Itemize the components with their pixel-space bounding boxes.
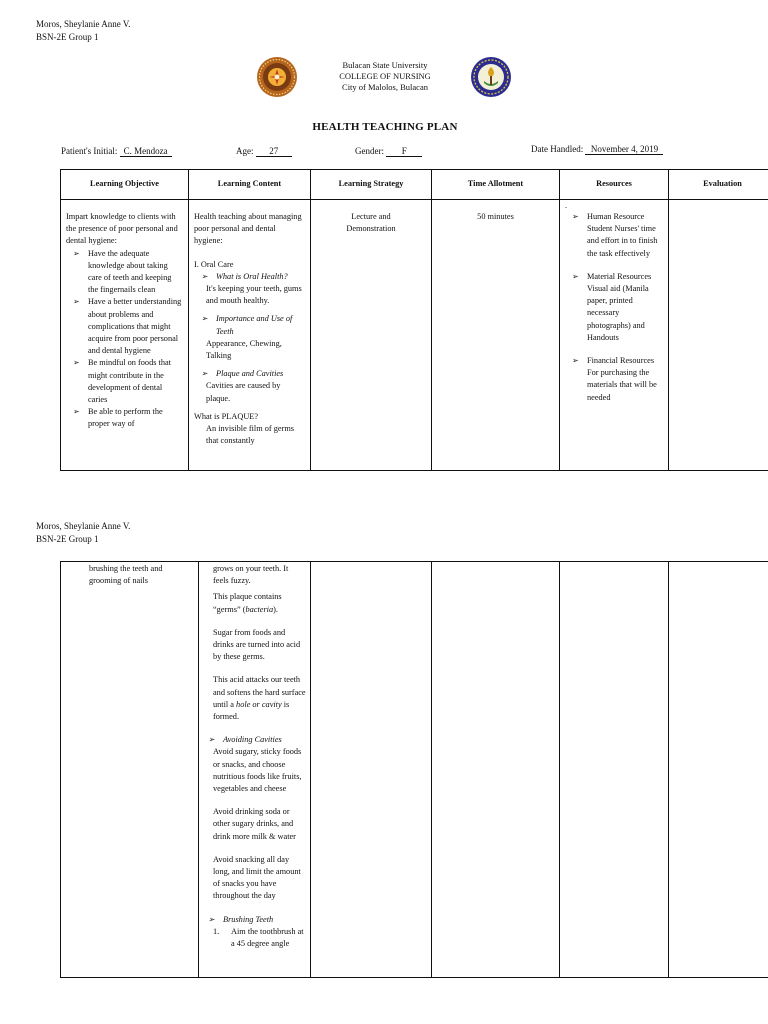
content-text: Avoid sugary, sticky foods or snacks, and choose nutritious foods like fruits, vegetables and cheese [213,747,302,794]
header-evaluation: Evaluation [669,170,768,200]
objective-item: ➢ Be mindful on foods that might contribute in the development of dental caries [66,357,183,406]
acid-text-end: is formed. [213,699,290,722]
section-group: BSN-2E Group 1 [36,32,99,42]
content-text: Avoid drinking soda or other sugary drinks, and drink more milk & water [213,807,296,841]
resource-head: ➢ Material Resources [587,271,652,281]
date-handled-field [531,144,663,155]
bacteria-text: bacteria [245,604,274,614]
strategy-cell-continued [311,562,432,978]
time-text: 50 minutes [477,212,514,221]
gender-field [355,146,422,157]
content-cell [189,200,311,471]
section-group-page2: BSN-2E Group 1 [36,534,99,544]
content-topic: ➢ What is Oral Health? [194,271,305,283]
header-learning-strategy: Learning Strategy [311,170,432,200]
age-value: 27 [256,146,292,157]
objective-continued: brushing the teeth and grooming of nails [89,564,163,586]
strategy-text: Lecture and Demonstration [346,212,396,234]
content-text: Cavities are caused by plaque. [206,381,281,403]
age-label: Age: [236,146,254,156]
acid-text: This acid attacks our teeth and softens the hard surface until a [213,675,306,709]
content-text: grows on your teeth. It feels fuzzy. [213,564,289,586]
content-text [213,591,306,615]
objective-item: ➢ Have the adequate knowledge about taking care of teeth and keeping the fingernails clean [66,248,183,297]
resources-cell-continued [560,562,669,978]
content-intro: Health teaching about managing poor personal and dental hygiene: [194,212,302,246]
brushing-step [201,926,306,950]
gender-value: F [386,146,422,157]
objective-item: ➢ Be able to perform the proper way of [66,406,183,430]
resource-body: Visual aid (Manila paper, printed necessary photographs) and Handouts [587,284,649,342]
content-topic: ➢ Avoiding Cavities [201,734,306,746]
resource-body: For purchasing the materials that will be needed [587,368,657,402]
evaluation-cell [669,200,768,471]
header-learning-objective: Learning Objective [61,170,189,200]
content-text: Avoid snacking all day long, and limit the amount of snacks you have throughout the day [213,854,301,901]
resource-body: Student Nurses' time and effort in to finish the task effectively [587,224,658,258]
author-name-page2: Moros, Sheylanie Anne V. [36,521,131,531]
content-text: Appearance, Chewing, Talking [206,338,282,361]
gender-label: Gender: [355,146,384,156]
author-name: Moros, Sheylanie Anne V. [36,19,131,29]
city-name: City of Malolos, Bulacan [342,82,428,92]
page-title: HEALTH TEACHING PLAN [312,121,458,133]
college-name: COLLEGE OF NURSING [339,71,431,81]
content-text: An invisible film of germs that constantly [206,424,295,446]
resources-cell [560,200,669,471]
content-topic: ➢ Importance and Use of Teeth [194,313,305,337]
patient-initial-label: Patient's Initial: [61,146,118,156]
plaque-germs-end: ). [273,604,278,614]
resources-dot: . [565,201,567,210]
patient-initial-value: C. Mendoza [120,146,172,157]
header-resources: Resources [560,170,669,200]
brushing-step-number: 1. [213,926,220,936]
resource-head: ➢ Human Resource [587,212,645,221]
strategy-cell [311,200,432,471]
objective-cell-continued [61,562,199,978]
resource-item [565,271,663,344]
resource-item [565,355,663,404]
content-cell-continued [199,562,311,978]
university-header [310,60,460,93]
header-time-allotment: Time Allotment [432,170,560,200]
age-field [236,146,292,157]
content-topic: ➢ Plaque and Cavities [194,368,305,380]
resource-head: ➢ Financial Resources [587,356,655,366]
hole-cavity-text: hole or cavity [236,699,282,709]
objective-cell [61,200,189,471]
content-text: It's keeping your teeth, gums and mouth healthy. [206,284,302,306]
time-cell-continued [432,562,560,978]
patient-initial-field [61,146,172,157]
content-section-oral-care: I. Oral Care [194,259,234,269]
content-topic: ➢ Brushing Teeth [201,914,306,926]
evaluation-cell-continued [669,562,768,978]
date-handled-label: Date Handled: [531,144,584,154]
content-text: Sugar from foods and drinks are turned into acid by these germs. [213,627,301,662]
brushing-step-text: Aim the toothbrush at a 45 degree angle [231,926,304,949]
time-cell [432,200,560,471]
content-text [213,674,306,723]
content-subheading: What is PLAQUE? [194,411,259,421]
college-of-nursing-logo [470,56,512,98]
header-learning-content: Learning Content [189,170,311,200]
objective-intro: Impart knowledge to clients with the presence of poor personal and dental hygiene: [66,212,178,246]
teaching-plan-table-page2 [60,561,768,978]
date-handled-value: November 4, 2019 [585,144,663,155]
objective-item: ➢ Have a better understanding about problems and complications that might acquire from poor personal and dental hygiene [66,296,183,357]
resource-item [565,211,663,260]
teaching-plan-table-page1 [60,169,768,471]
bulsu-seal-logo [256,56,298,98]
plaque-germs-text: This plaque contains “germs” ( [213,592,282,614]
university-name: Bulacan State University [342,60,428,70]
